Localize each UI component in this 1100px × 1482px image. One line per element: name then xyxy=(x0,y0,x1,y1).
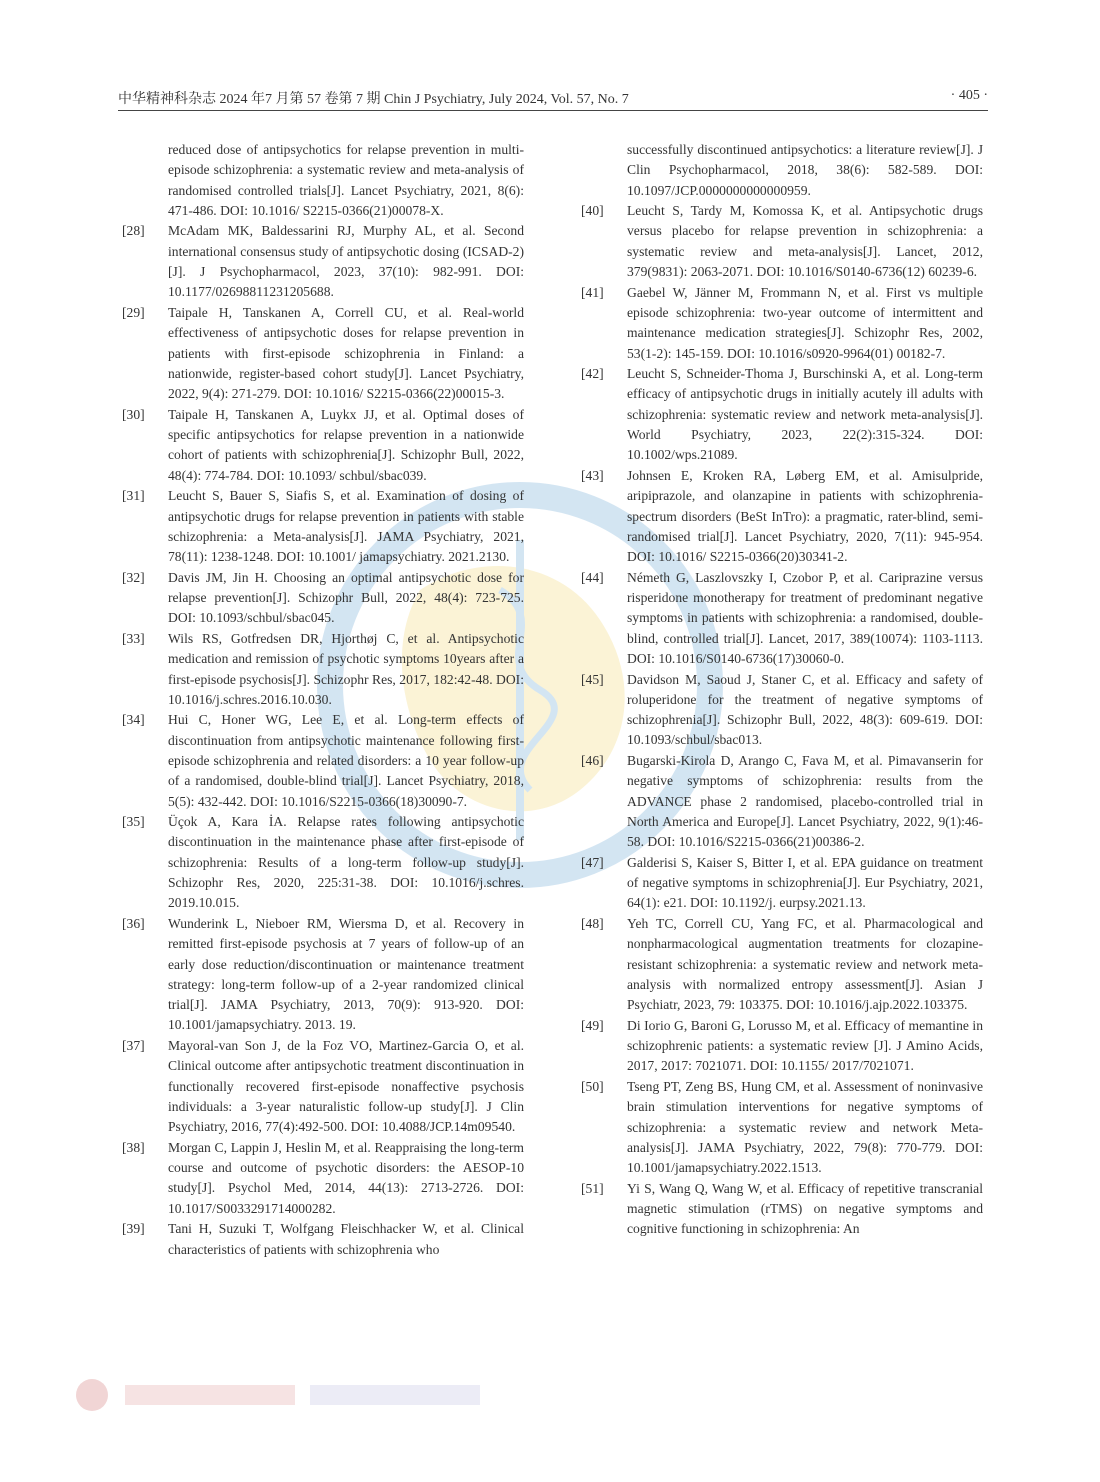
reference-number: [28] xyxy=(122,223,145,239)
reference-entry xyxy=(118,303,524,404)
reference-text: Gaebel W, Jänner M, Frommann N, et al. First vs multiple episode schizophrenia: two-year outcome of intermittent and maintenance medication strategies[J]. Schizophr Res, 2002, 53(1-2): 145-159. DOI: 10.1016/s0920-9964(01) 00182-7. xyxy=(627,284,983,361)
reference-text: Taipale H, Tanskanen A, Correll CU, et al. Real-world effectiveness of antipsychotic doses for relapse prevention in patients with first-episode schizophrenia in Finland: a nationwide, register-based cohort study[J]. Lancet Psychiatry, 2022, 9(4): 271-279. DOI: 10.1016/ S2215-0366(22)00015-3. xyxy=(168,304,524,402)
reference-entry xyxy=(577,201,983,282)
left-column xyxy=(118,140,524,1260)
reference-number: [43] xyxy=(581,467,604,483)
reference-number: [33] xyxy=(122,630,145,646)
reference-text: Leucht S, Bauer S, Siafis S, et al. Examination of dosing of antipsychotic drugs for relapse prevention in patients with stable schizophrenia: a Meta-analysis[J]. JAMA Psychiatry, 2021, 78(11): 1238-1248. DOI: 10.1001/ jamapsychiatry. 2021.2130. xyxy=(168,488,524,565)
reference-text: Yi S, Wang Q, Wang W, et al. Efficacy of repetitive transcranial magnetic stimulation (rTMS) on negative symptoms and cognitive functioning in schizophrenia: An xyxy=(627,1180,983,1237)
reference-text: Galderisi S, Kaiser S, Bitter I, et al. EPA guidance on treatment of negative symptoms in schizophrenia[J]. Eur Psychiatry, 2021, 64(1): e21. DOI: 10.1192/j. eurpsy.2021.13. xyxy=(627,854,983,911)
reference-entry xyxy=(577,283,983,364)
reference-number: [31] xyxy=(122,488,145,504)
publisher-logo-stamp xyxy=(310,1385,480,1405)
reference-entry xyxy=(577,1077,983,1178)
reference-entry xyxy=(118,914,524,1036)
reference-entry xyxy=(118,1138,524,1219)
reference-entry xyxy=(118,405,524,486)
reference-entry xyxy=(577,466,983,567)
publisher-logo-chinese xyxy=(125,1385,295,1405)
reference-text: Bugarski-Kirola D, Arango C, Fava M, et al. Pimavanserin for negative symptoms of schizophrenia: results from the ADVANCE phase 2 randomised, placebo-controlled trial in North America and Europe[J]. Lancet Psychiatry, 2022, 9(1):46-58. DOI: 10.1016/S2215-0366(21)00386-2. xyxy=(627,752,983,850)
reference-text: Taipale H, Tanskanen A, Luykx JJ, et al. Optimal doses of specific antipsychotics for relapse prevention in a nationwide cohort of patients with schizophrenia[J]. Schizophr Bull, 2022, 48(4): 774-784. DOI: 10.1093/ schbul/sbac039. xyxy=(168,406,524,483)
reference-number: [30] xyxy=(122,406,145,422)
reference-text: Di Iorio G, Baroni G, Lorusso M, et al. Efficacy of memantine in schizophrenic patients: a systematic review [J]. J Amino Acids, 2017, 2017: 7021071. DOI: 10.1155/ 2017/7021071. xyxy=(627,1017,983,1074)
reference-entry xyxy=(577,1179,983,1240)
reference-text: Morgan C, Lappin J, Heslin M, et al. Reappraising the long-term course and outcome of psychotic disorders: the AESOP-10 study[J]. Psychol Med, 2014, 44(13): 2713-2726. DOI: 10.1017/S0033291714000282. xyxy=(168,1139,524,1216)
reference-number: [50] xyxy=(581,1078,604,1094)
reference-entry xyxy=(118,629,524,710)
reference-number: [38] xyxy=(122,1139,145,1155)
reference-number: [45] xyxy=(581,671,604,687)
reference-text: Davidson M, Saoud J, Staner C, et al. Efficacy and safety of roluperidone for the treatment of negative symptoms of schizophrenia[J]. Schizophr Bull, 2022, 48(3): 609-619. DOI: 10.1093/schbul/sbac013. xyxy=(627,671,983,748)
reference-number: [47] xyxy=(581,854,604,870)
reference-entry xyxy=(577,853,983,914)
reference-entry xyxy=(577,751,983,852)
reference-number: [46] xyxy=(581,752,604,768)
reference-number: [51] xyxy=(581,1180,604,1196)
publisher-emblem xyxy=(76,1379,108,1411)
reference-entry xyxy=(118,568,524,629)
reference-text: Wils RS, Gotfredsen DR, Hjorthøj C, et al. Antipsychotic medication and remission of psychotic symptoms 10years after a first-episode psychosis[J]. Schizophr Res, 2017, 182:42-48. DOI: 10.1016/j.schres.2016.10.030. xyxy=(168,630,524,707)
reference-number: [34] xyxy=(122,712,145,728)
reference-number: [40] xyxy=(581,203,604,219)
reference-number: [32] xyxy=(122,569,145,585)
reference-entry xyxy=(118,1219,524,1260)
reference-number: [48] xyxy=(581,915,604,931)
reference-text: Németh G, Laszlovszky I, Czobor P, et al. Cariprazine versus risperidone monotherapy for treatment of predominant negative symptoms in patients with schizophrenia: a randomised, double-blind, controlled trial[J]. Lancet, 2017, 389(10074): 1103-1113. DOI: 10.1016/S0140-6736(17)30060-0. xyxy=(627,569,983,666)
reference-text: Yeh TC, Correll CU, Yang FC, et al. Pharmacological and nonpharmacological augmentation treatments for clozapine-resistant schizophrenia: a systematic review and network meta-analysis with normalized entropy assessment[J]. Asian J Psychiatr, 2023, 79: 103375. DOI: 10.1016/j.ajp.2022.103375. xyxy=(627,915,983,1013)
reference-text: Tseng PT, Zeng BS, Hung CM, et al. Assessment of noninvasive brain stimulation interventions for negative symptoms of schizophrenia: a systematic review and network Meta-analysis[J]. JAMA Psychiatry, 2022, 79(8): 770-779. DOI: 10.1001/jamapsychiatry.2022.1513. xyxy=(627,1078,983,1176)
journal-info: 中华精神科杂志 2024 年7 月第 57 卷第 7 期 Chin J Psychiatry, July 2024, Vol. 57, No. 7 xyxy=(118,92,629,107)
reference-entry xyxy=(118,710,524,811)
reference-text: reduced dose of antipsychotics for relapse prevention in multi-episode schizophrenia: a systematic review and meta-analysis of randomised controlled trials[J]. Lancet Psychiatry, 2021, 8(6): 471-486. DOI: 10.1016/ S2215-0366(21)00078-X. xyxy=(168,142,524,218)
reference-text: Tani H, Suzuki T, Wolfgang Fleischhacker W, et al. Clinical characteristics of patients with schizophrenia who xyxy=(168,1221,524,1257)
reference-entry xyxy=(577,670,983,751)
reference-entry xyxy=(577,568,983,669)
reference-text: McAdam MK, Baldessarini RJ, Murphy AL, et al. Second international consensus study of antipsychotic dosing (ICSAD-2)[J]. J Psychopharmacol, 2023, 37(10): 982-991. DOI: 10.1177/02698811231205688. xyxy=(168,223,524,300)
reference-number: [49] xyxy=(581,1017,604,1033)
reference-number: [41] xyxy=(581,284,604,300)
reference-text: Davis JM, Jin H. Choosing an optimal antipsychotic dose for relapse prevention[J]. Schizophr Bull, 2022, 48(4): 723-725. DOI: 10.1093/schbul/sbac045. xyxy=(168,569,524,626)
reference-entry xyxy=(577,914,983,1015)
page-number: · 405 · xyxy=(950,88,988,103)
reference-entry xyxy=(118,221,524,302)
reference-number: [29] xyxy=(122,304,145,320)
reference-number: [44] xyxy=(581,569,604,585)
reference-number: [37] xyxy=(122,1038,145,1054)
reference-number: [35] xyxy=(122,814,145,830)
reference-entry xyxy=(118,812,524,913)
reference-text: Johnsen E, Kroken RA, Løberg EM, et al. Amisulpride, aripiprazole, and olanzapine in patients with schizophrenia-spectrum disorders (BeSt InTro): a pragmatic, rater-blind, semi-randomised trial[J]. Lancet Psychiatry, 2020, 7(11): 945-954. DOI: 10.1016/ S2215-0366(20)30341-2. xyxy=(627,467,983,565)
reference-number: [39] xyxy=(122,1221,145,1237)
reference-text: Hui C, Honer WG, Lee E, et al. Long-term effects of discontinuation from antipsychotic maintenance following first-episode schizophrenia and related disorders: a 10 year follow-up of a randomised, double-blind trial[J]. Lancet Psychiatry, 2018, 5(5): 432-442. DOI: 10.1016/S2215-0366(18)30090-7. xyxy=(168,712,524,809)
reference-entry xyxy=(577,364,983,465)
right-column xyxy=(577,140,983,1240)
reference-entry xyxy=(118,486,524,567)
reference-entry xyxy=(118,1036,524,1137)
running-header xyxy=(118,88,988,111)
reference-number: [42] xyxy=(581,366,604,382)
reference-text: Wunderink L, Nieboer RM, Wiersma D, et al. Recovery in remitted first-episode psychosis at 7 years of follow-up of an early dose reduction/discontinuation or maintenance treatment strategy: long-term follow-up of a 2-year randomized clinical trial[J]. JAMA Psychiatry, 2013, 70(9): 913-920. DOI: 10.1001/jamapsychiatry. 2013. 19. xyxy=(168,915,524,1033)
reference-entry xyxy=(577,140,983,201)
publisher-logo xyxy=(70,1375,500,1415)
reference-text: Mayoral-van Son J, de la Foz VO, Martinez-Garcia O, et al. Clinical outcome after antipsychotic treatment discontinuation in functionally recovered first-episode nonaffective psychosis individuals: a 3-year naturalistic follow-up study[J]. J Clin Psychiatry, 2016, 77(4):492-500. DOI: 10.4088/JCP.14m09540. xyxy=(168,1038,524,1135)
reference-text: successfully discontinued antipsychotics: a literature review[J]. J Clin Psychopharmacol, 2018, 38(6): 582-589. DOI: 10.1097/JCP.0000000000000959. xyxy=(627,142,983,198)
reference-number: [36] xyxy=(122,915,145,931)
reference-text: Üçok A, Kara İA. Relapse rates following antipsychotic discontinuation in the maintenance phase after first-episode of schizophrenia: Results of a long-term follow-up study[J]. Schizophr Res, 2020, 225:31-38. DOI: 10.1016/j.schres. 2019.10.015. xyxy=(168,814,524,911)
reference-entry xyxy=(577,1016,983,1077)
reference-entry xyxy=(118,140,524,221)
reference-text: Leucht S, Schneider-Thoma J, Burschinski A, et al. Long-term efficacy of antipsychotic drugs in initially acutely ill adults with schizophrenia: systematic review and network meta-analysis[J]. World Psychiatry, 2023, 22(2):315-324. DOI: 10.1002/wps.21089. xyxy=(627,366,983,463)
reference-text: Leucht S, Tardy M, Komossa K, et al. Antipsychotic drugs versus placebo for relapse prevention in schizophrenia: a systematic review and meta-analysis[J]. Lancet, 2012, 379(9831): 2063-2071. DOI: 10.1016/S0140-6736(12) 60239-6. xyxy=(627,203,983,280)
